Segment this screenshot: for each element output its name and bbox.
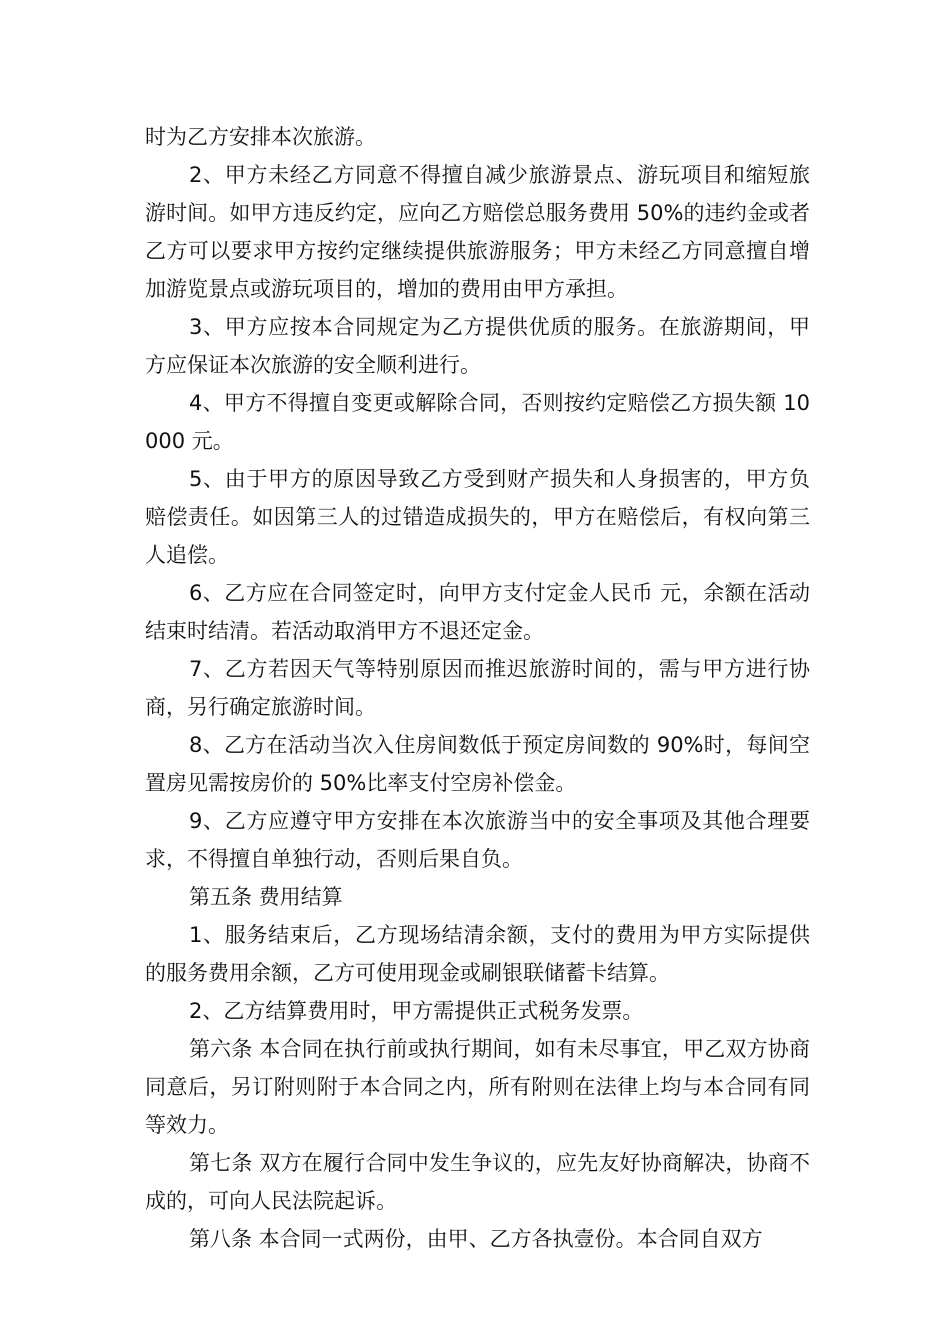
paragraph-continuation: 时为乙方安排本次旅游。 — [145, 125, 376, 149]
clause-4-item-4: 4、甲方不得擅自变更或解除合同，否则按约定赔偿乙方损失额 10000 元。 — [145, 391, 810, 453]
clause-4-item-9: 9、乙方应遵守甲方安排在本次旅游当中的安全事项及其他合理要求，不得擅自单独行动，否则后果自负。 — [145, 809, 810, 871]
clause-7: 第七条 双方在履行合同中发生争议的，应先友好协商解决，协商不成的，可向人民法院起诉。 — [145, 1151, 810, 1213]
clause-4-item-7: 7、乙方若因天气等特别原因而推迟旅游时间的，需与甲方进行协商，另行确定旅游时间。 — [145, 657, 810, 719]
clause-4-item-5: 5、由于甲方的原因导致乙方受到财产损失和人身损害的，甲方负赔偿责任。如因第三人的过错造成损失的，甲方在赔偿后，有权向第三人追偿。 — [145, 467, 810, 567]
clause-6: 第六条 本合同在执行前或执行期间，如有未尽事宜，甲乙双方协商同意后，另订附则附于本合同之内，所有附则在法律上均与本合同有同等效力。 — [145, 1037, 810, 1137]
clause-5-heading: 第五条 费用结算 — [189, 885, 343, 909]
clause-4-item-2: 2、甲方未经乙方同意不得擅自减少旅游景点、游玩项目和缩短旅游时间。如甲方违反约定，应向乙方赔偿总服务费用 50%的违约金或者乙方可以要求甲方按约定继续提供旅游服务；甲方未经乙方同意擅自增加游览景点或游玩项目的，增加的费用由甲方承担。 — [145, 163, 810, 301]
clause-5-item-1: 1、服务结束后，乙方现场结清余额，支付的费用为甲方实际提供的服务费用余额，乙方可使用现金或刷银联储蓄卡结算。 — [145, 923, 810, 985]
document-body — [145, 118, 810, 1258]
clause-4-item-8: 8、乙方在活动当次入住房间数低于预定房间数的 90%时，每间空置房见需按房价的 50%比率支付空房补偿金。 — [145, 733, 810, 795]
clause-5-item-2: 2、乙方结算费用时，甲方需提供正式税务发票。 — [189, 999, 644, 1023]
clause-8: 第八条 本合同一式两份，由甲、乙方各执壹份。本合同自双方 — [189, 1227, 763, 1251]
clause-4-item-3: 3、甲方应按本合同规定为乙方提供优质的服务。在旅游期间，甲方应保证本次旅游的安全顺利进行。 — [145, 315, 810, 377]
clause-4-item-6: 6、乙方应在合同签定时，向甲方支付定金人民币 元，余额在活动结束时结清。若活动取消甲方不退还定金。 — [145, 581, 810, 643]
